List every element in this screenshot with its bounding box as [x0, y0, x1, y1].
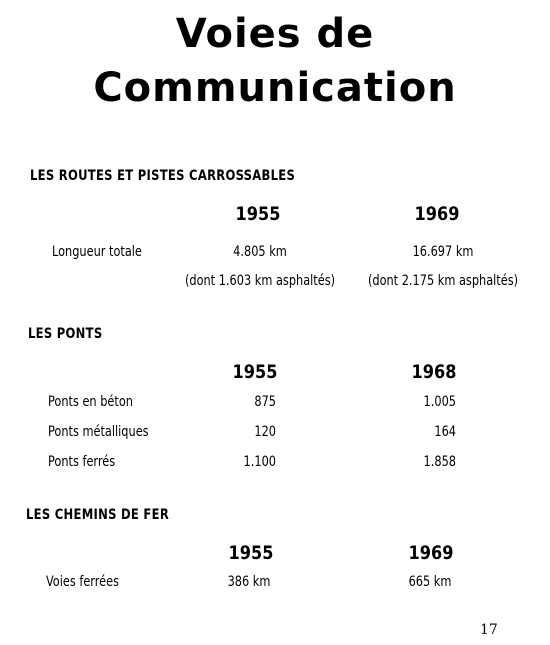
routes-value-1969: 16.697 km — [412, 244, 474, 260]
ponts-row-value-1955: 1.100 — [243, 454, 276, 470]
ponts-row-value-1968: 164 — [434, 424, 456, 440]
ponts-year-1968: 1968 — [411, 361, 457, 383]
page-number: 17 — [480, 622, 498, 638]
routes-year-1969: 1969 — [414, 203, 460, 225]
ponts-row-label: Ponts en béton — [48, 394, 133, 410]
ponts-row-value-1955: 875 — [254, 394, 276, 410]
routes-value-1955: 4.805 km — [233, 244, 287, 260]
chemins-value-1955: 386 km — [227, 574, 271, 590]
ponts-row-value-1968: 1.858 — [423, 454, 456, 470]
chemins-value-1969: 665 km — [408, 574, 452, 590]
routes-note-1955: (dont 1.603 km asphaltés) — [184, 273, 336, 289]
section-heading-ponts: LES PONTS — [28, 326, 103, 342]
routes-year-1955: 1955 — [235, 203, 281, 225]
chemins-year-1955: 1955 — [228, 542, 274, 564]
routes-row-label: Longueur totale — [52, 244, 142, 260]
section-heading-routes: LES ROUTES ET PISTES CARROSSABLES — [30, 168, 296, 184]
ponts-row-value-1955: 120 — [254, 424, 276, 440]
ponts-row-label: Ponts métalliques — [48, 424, 149, 440]
ponts-row-value-1968: 1.005 — [423, 394, 456, 410]
ponts-year-1955: 1955 — [232, 361, 278, 383]
chemins-row-label: Voies ferrées — [46, 574, 119, 590]
section-heading-chemins-de-fer: LES CHEMINS DE FER — [26, 507, 170, 523]
routes-note-1969: (dont 2.175 km asphaltés) — [367, 273, 519, 289]
ponts-row-label: Ponts ferrés — [48, 454, 116, 470]
page-title-line-2: Communication — [93, 65, 457, 111]
page-title-line-1: Voies de — [175, 11, 375, 57]
chemins-year-1969: 1969 — [408, 542, 454, 564]
